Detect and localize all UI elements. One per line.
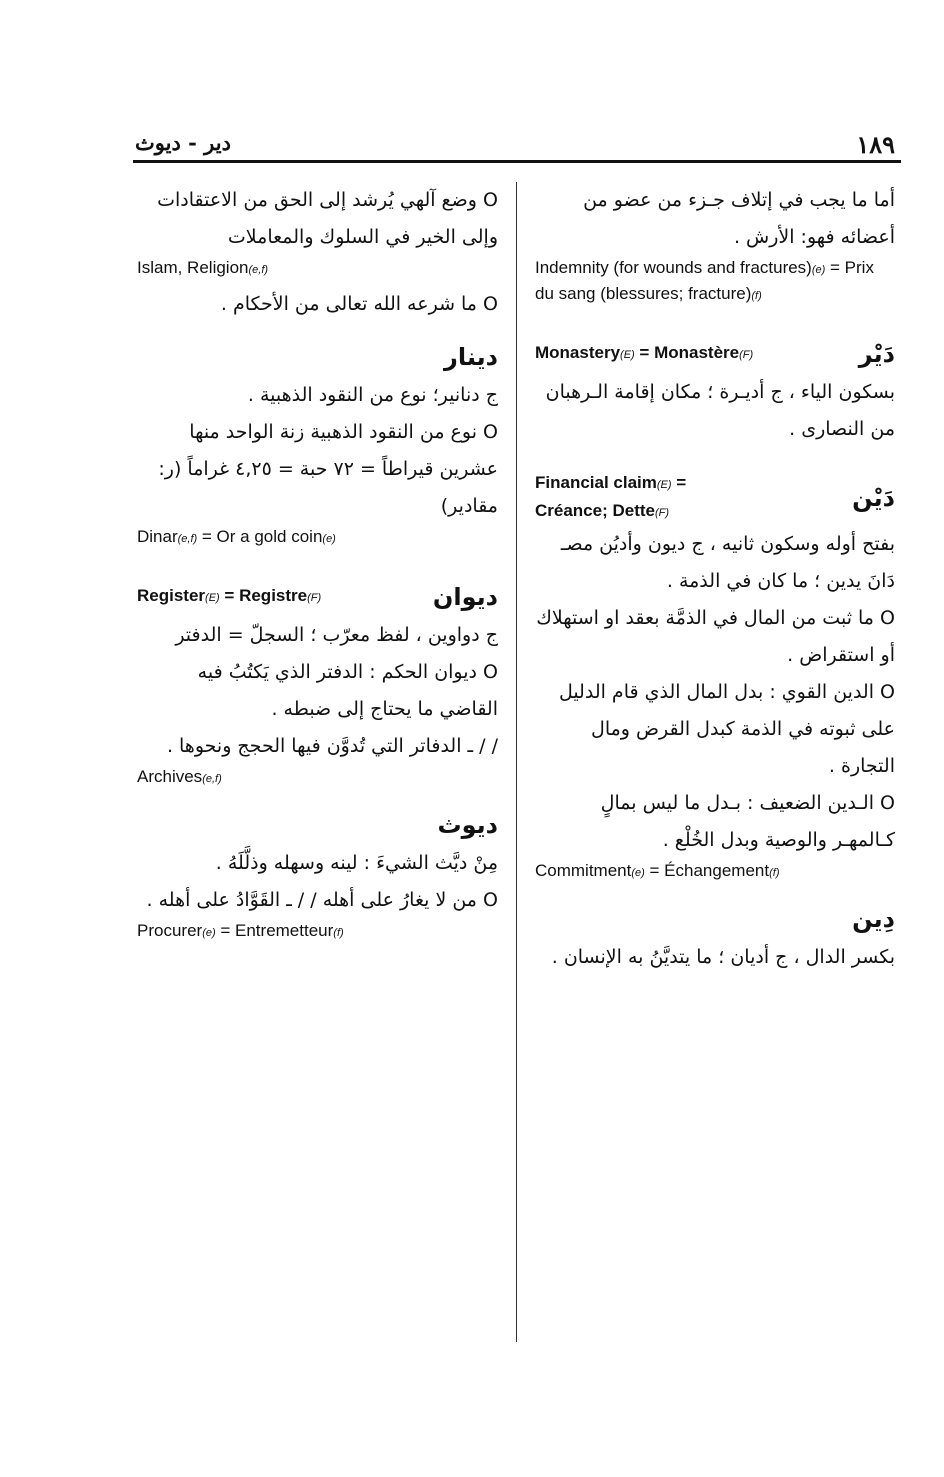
entry-translation: Dinar(e,f) = Or a gold coin(e) — [137, 527, 336, 546]
entry-equivalent: Register(E) = Registre(F) — [137, 586, 322, 605]
left-column — [137, 182, 498, 949]
entry-equivalent: Monastery(E) = Monastère(F) — [535, 343, 754, 362]
headword: ديوان — [432, 583, 498, 611]
headword: دَيْن — [852, 484, 895, 512]
definition-line: O نوع من النقود الذهبية زنة الواحد منها عشرين قيراطاً = ٧٢ حبة = ٤,٢٥ غراماً (ر: مقادير) — [158, 421, 498, 517]
entry-translation: Procurer(e) = Entremetteur(f) — [137, 921, 344, 940]
entry-equivalent: Financial claim(E) = Créance; Dette(F) — [535, 473, 687, 520]
definition-line: O الـدين الضعيف : بـدل ما ليس بمالٍ كـالمهـر والوصية وبدل الخُلْع . — [600, 792, 895, 851]
running-title: دير - ديوث — [135, 130, 231, 155]
definition-line: O من لا يغارُ على أهله / / ـ القَوَّادُ على أهله . — [146, 889, 498, 911]
continued-translation: Islam, Religion(e,f) — [137, 258, 269, 277]
intro-translation: Indemnity (for wounds and fractures)(e) = Prix du sang (blessures; fracture)(f) — [535, 258, 874, 303]
definition-line: O الدين القوي : بدل المال الذي قام الدليل على ثبوته في الذمة كبدل القرض ومال التجارة . — [558, 681, 895, 777]
continued-definition: O وضع آلهي يُرشد إلى الحق من الاعتقادات وإلى الخير في السلوك والمعاملات — [157, 189, 498, 248]
page-header — [133, 128, 899, 162]
definition-line: مِنْ ديَّث الشيءَ : لينه وسهله وذلَّلَهُ . — [215, 852, 498, 874]
definition: بكسر الدال ، ج أديان ؛ ما يتديَّنُ به الإنسان . — [551, 946, 895, 968]
continued-definition-2: O ما شرعه الله تعالى من الأحكام . — [220, 293, 498, 315]
entry-dayn — [535, 470, 895, 526]
entry-translation: Archives(e,f) — [137, 767, 222, 786]
header-rule — [133, 160, 901, 163]
page-number: ١٨٩ — [856, 130, 895, 159]
headword-dayyuth: ديوث — [437, 811, 498, 839]
intro-definition: أما ما يجب في إتلاف جـزء من عضو من أعضائه فهو: الأرش . — [583, 189, 895, 248]
headword-din: دِين — [852, 905, 895, 933]
definition-line: O ديوان الحكم : الدفتر الذي يَكتُبُ فيه القاضي ما يحتاج إلى ضبطه . — [197, 661, 498, 720]
entry-diwan — [137, 577, 498, 617]
entry-dayr — [535, 334, 895, 374]
definition-line: O ما ثبت من المال في الذمَّة بعقد او استهلاك أو استقراض . — [536, 607, 895, 666]
headword: دَيْر — [858, 340, 895, 368]
right-column — [535, 182, 895, 976]
definition: بسكون الياء ، ج أديـرة ؛ مكان إقامة الـرهبان من النصارى . — [545, 381, 895, 440]
definition-line: / / ـ الدفاتر التي تُدوَّن فيها الحجج ونحوها . — [166, 735, 498, 757]
entry-translation: Commitment(e) = Échangement(f) — [535, 861, 780, 880]
definition-line: بفتح أوله وسكون ثانيه ، ج ديون وأديُن مصـ دَانَ يدين ؛ ما كان في الذمة . — [560, 533, 895, 592]
definition-line: ج دنانير؛ نوع من النقود الذهبية . — [247, 384, 498, 406]
headword-dinar: دينار — [444, 343, 498, 371]
definition-line: ج دواوين ، لفظ معرّب ؛ السجلّ = الدفتر — [175, 624, 498, 646]
column-divider — [516, 182, 517, 1342]
